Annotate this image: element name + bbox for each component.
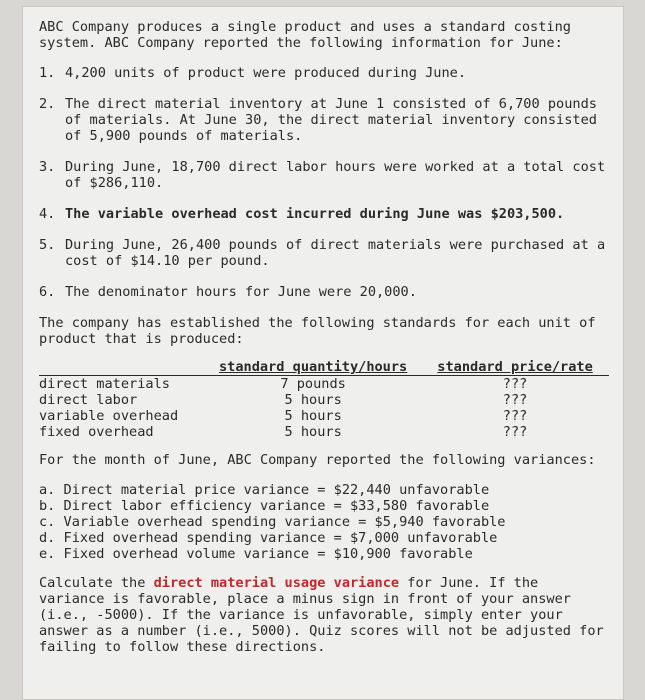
question-text: Calculate the direct material usage variance for June. If the variance is favorable, place a minus sign in front of your answer (i.e., -5000). If the variance is unfavorable, simply enter your answer as a number (i.e., 5000). Quiz scores will not be adjusted for failing to follow these directions.	[39, 575, 604, 655]
table-row: fixed overhead 5 hours ???	[39, 424, 528, 440]
table-row: direct labor 5 hours ???	[39, 392, 528, 408]
table-row: variable overhead 5 hours ???	[39, 408, 528, 424]
intro-text: ABC Company produces a single product and uses a standard costing system. ABC Company reported the following information for June:	[39, 19, 571, 51]
list-item: e. Fixed overhead volume variance = $10,900 favorable	[39, 546, 473, 562]
variances-list	[39, 482, 609, 562]
list-item: 2. The direct material inventory at June 1 consisted of 6,700 pounds of materials. At June 30, the direct material inventory consisted of 5,900 pounds of materials.	[39, 96, 597, 144]
header-price: standard price/rate	[437, 359, 593, 375]
list-item: c. Variable overhead spending variance = $5,940 favorable	[39, 514, 506, 530]
table-header-row	[39, 359, 609, 376]
list-item: 1. 4,200 units of product were produced during June.	[39, 65, 467, 81]
list-item: 4. The variable overhead cost incurred during June was $203,500.	[39, 206, 565, 222]
list-item: b. Direct labor efficiency variance = $33,580 favorable	[39, 498, 490, 514]
list-item: 5. During June, 26,400 pounds of direct materials were purchased at a cost of $14.10 per pound.	[39, 237, 606, 269]
table-row: direct materials 7 pounds ???	[39, 376, 528, 392]
variances-intro: For the month of June, ABC Company reported the following variances:	[39, 452, 596, 468]
facts-list	[39, 65, 609, 300]
list-item: a. Direct material price variance = $22,440 unfavorable	[39, 482, 490, 498]
list-item: 6. The denominator hours for June were 20,000.	[39, 284, 417, 300]
list-item: d. Fixed overhead spending variance = $7,000 unfavorable	[39, 530, 498, 546]
list-item: 3. During June, 18,700 direct labor hours were worked at a total cost of $286,110.	[39, 159, 606, 191]
highlighted-term: direct material usage variance	[153, 575, 400, 591]
header-quantity: standard quantity/hours	[219, 359, 408, 375]
question-card	[22, 6, 624, 700]
standards-table	[39, 359, 609, 440]
standards-intro: The company has established the following standards for each unit of product that is produced:	[39, 315, 596, 347]
